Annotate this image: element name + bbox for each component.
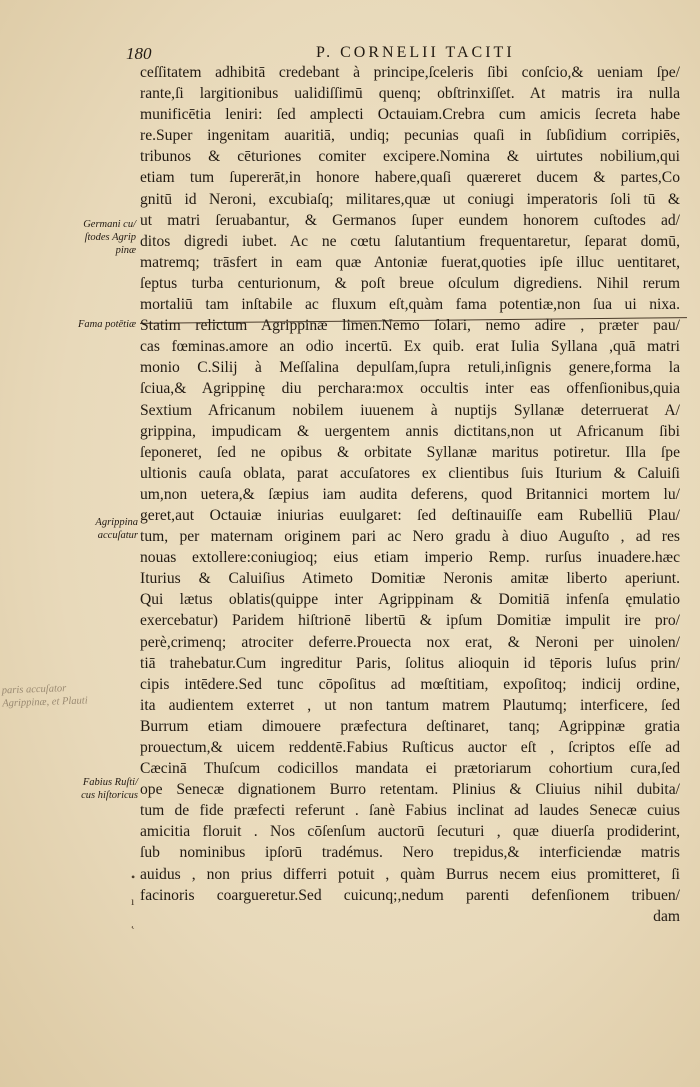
- text-line: tiā trahebatur.Cum ingreditur Paris, ſolitus alioquin id tēporis luſus prin/: [140, 654, 680, 672]
- text-line: ultionis cauſa oblata, parat accuſatores ex clientibus ſuis Iturium & Caluiſi: [140, 464, 680, 482]
- text-line: gnitū id Neroni, excubiaſq; militares,quæ ut coniugi imperatoris ſoli tū &: [140, 190, 680, 208]
- text-line: re.Super ingenitam auaritiā, undiq; pecunias quaſi in ſubſidium corripiēs,: [140, 127, 680, 145]
- text-line: amicitia floruit . Nos cōſenſum auctorū ſecuturi , quæ diuerſa prodiderint,: [140, 823, 680, 841]
- text-line: prouectum,& uicem reddentē.Fabius Ruſticus auctor eſt , ſcriptos eſſe ad: [140, 739, 680, 756]
- text-line: ut matri ſeruabantur, & Germanos ſuper eundem honorem cuſtodes ad/: [140, 211, 680, 229]
- text-line: ſciua,& Agrippinę diu perchara:mox occultis inter eas offenſionibus,quia: [140, 380, 680, 398]
- text-line: Iturius & Caluiſius Atimeto Domitiæ Neronis amitæ liberto aperiunt.: [140, 570, 680, 588]
- margin-note-fama: Fama potētiæ: [77, 319, 136, 330]
- text-line: ſeptus turba centurionum, & poſt breue oſculum digrediens. Nihil rerum: [140, 274, 680, 292]
- text-line: facinoris coargueretur.Sed cuicunq;,nedum parenti defenſionem tribuen/: [140, 886, 680, 904]
- text-line: ita audientem exterret , ut non tantum matrem Plautumq; interficere, ſed: [140, 696, 680, 714]
- text-line: Statim relictum Agrippinæ limen.Nemo ſolari, nemo adire , præter pau/: [140, 317, 680, 335]
- text-line: etiam tum ſupererāt,in honore habere,quaſi quæreret ducem & partes,Co: [140, 169, 680, 187]
- margin-note-germani: Germani cu/ ſtodes Agrip pinæ: [83, 219, 136, 256]
- text-line: ope Senecæ dignationem Burro retentam. Plinius & Cliuius nihil dubita/: [140, 781, 680, 799]
- body-text: [140, 62, 680, 927]
- text-line: tum, per maternam originem pari ac Nero gradu à diuo Auguſto , ad res: [140, 528, 680, 546]
- margin-tick: ı: [131, 894, 135, 908]
- text-line: grippina, impudicam & uergentem annis dictitans,non ut Africanum ſibi: [140, 422, 680, 440]
- margin-tick: •: [131, 870, 136, 884]
- text-line: Cæcinā Thuſcum codicillos mandata ei prætoriarum cohortium cura,ſed: [140, 760, 680, 778]
- margin-note-agrippina: Agrippina accuſatur: [95, 517, 138, 541]
- text-line: cas fœminas.amore an odio incertū. Ex quib. erat Iulia Syllana ,quā matri: [140, 338, 680, 356]
- text-line: ditos digredi iubet. Ac ne cœtu ſalutantium frequentaretur, ſeparat domū,: [140, 232, 680, 250]
- text-line: Qui lætus oblatis(quippe inter Agrippinam & Domitiā infenſa ęmulatio: [140, 591, 680, 609]
- text-line: perè,crimenq; atrociter deferre.Prouecta nox erat, & Neroni per uinolen/: [140, 633, 680, 651]
- text-line: Burrum etiam dimouere præfectura deſtinaret, tanq; Agrippinæ gratia: [140, 717, 680, 735]
- text-line: ſub nominibus ipſorū tradémus. Nero trepidus,& interficiendæ matris: [140, 844, 680, 862]
- running-head: P. CORNELII TACITI: [316, 44, 515, 61]
- margin-tick: ˛: [131, 915, 135, 929]
- text-line: matremq; trāsfert in eam quæ Antoniæ fuerat,quoties ipſe illuc uentitaret,: [140, 253, 680, 271]
- text-line: tribunos & cēturiones comiter excipere.Nomina & uirtutes nobilium,qui: [140, 148, 680, 166]
- text-line: exercebatur) Paridem hiſtrionē libertū & ipſum Domitiæ impulit ire pro/: [140, 612, 680, 630]
- handwritten-annotation: paris accuſator Agrippinæ, et Plauti: [1, 683, 88, 710]
- text-line: geret,aut Octauiæ iniurias euulgaret: ſed deſtinauiſſe eam Rubelliū Plau/: [140, 506, 680, 524]
- page-number: 180: [126, 44, 152, 63]
- text-line: nouas extollere:coniugioq; eius etiam imperio Remp. rurſus inuadere.hæc: [140, 549, 680, 567]
- text-line: monio C.Silij à Meſſalina depulſam,ſupra retuli,inſignis genere,forma la: [140, 359, 680, 377]
- text-line: um,non uetera,& ſæpius iam audita deferens, quod Britannici mortem lu/: [140, 485, 680, 503]
- text-line: Sextium Africanum nobilem iuuenem à nuptijs Syllanæ deterruerat A/: [140, 401, 680, 419]
- text-line: munificētia leniri: ſed amplecti Octauiam.Crebra cum amicis ſecreta habe: [140, 106, 680, 124]
- margin-note-fabius: Fabius Ruſti/ cus hiſtoricus: [81, 777, 138, 801]
- text-line: cipis intēdere.Sed tunc cōpoſitus ad mœſtitiam, expoſitoq; indicij ordine,: [140, 675, 680, 693]
- text-line: ceſſitatem adhibitā credebant à principe,ſceleris ſibi conſcio,& ueniam ſpe/: [140, 64, 680, 81]
- text-line: rante,ſi largitionibus ualidiſſimū quenq; obſtrinxiſſet. At matris ira nulla: [140, 85, 680, 103]
- text-line: mortaliū tam inſtabile ac fluxum eſt,quàm fama potentiæ,non ſua ui nixa.: [140, 296, 680, 314]
- text-line: tum de fide præfecti referunt . ſanè Fabius inclinat ad laudes Senecæ cuius: [140, 802, 680, 820]
- text-line: ſeponeret, ſed ne opibus & orbitate Syllanæ maritus potiretur. Illa ſpe: [140, 443, 680, 461]
- catchword: dam: [653, 907, 680, 925]
- text-line: auidus , non prius differri potuit , quàm Burrus necem eius promitteret, ſi: [140, 865, 680, 883]
